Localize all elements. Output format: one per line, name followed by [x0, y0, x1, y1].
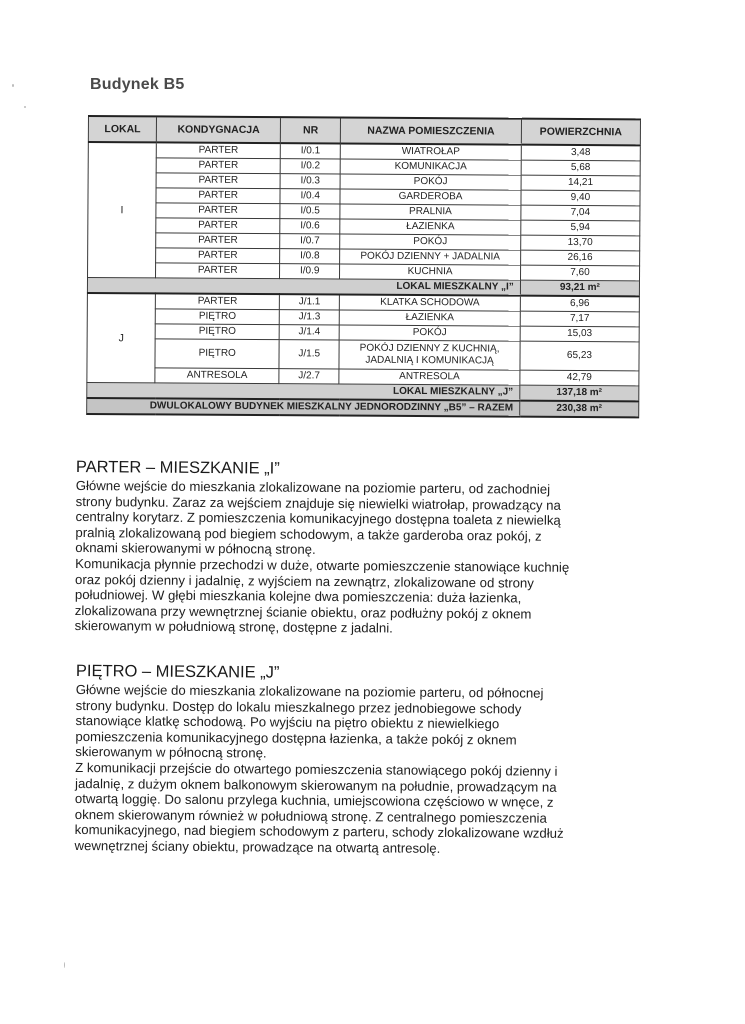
scan-speck [24, 106, 26, 108]
kondygnacja-cell: PARTER [156, 188, 280, 204]
nazwa-cell: POKÓJ [339, 325, 520, 341]
header-kondygnacja: KONDYGNACJA [157, 116, 281, 143]
section-paragraph: Główne wejście do mieszkania zlokalizowane na poziomie parteru, od północnej strony budynku. Dostęp do lokalu mieszkalnego przez jednobiegowe schody stanowiące klatkę schodową. Po wyjściu na piętro obiektu z niewielkiego pomieszczenia komunikacyjnego dostępna łazienka, a także pokój z oknem skierowanym w północną stronę. [75, 681, 544, 761]
kondygnacja-cell: PARTER [156, 203, 280, 219]
room-area-table [86, 115, 641, 418]
powierzchnia-cell: 15,03 [520, 326, 639, 342]
nr-cell: J/1.4 [279, 325, 339, 340]
nazwa-cell: KOMUNIKACJA [340, 159, 521, 175]
lokal-cell: J [87, 293, 156, 383]
kondygnacja-cell: PARTER [156, 263, 280, 279]
header-powierzchnia: POWIERZCHNIA [521, 119, 640, 146]
powierzchnia-cell: 5,94 [521, 220, 640, 236]
kondygnacja-cell: PARTER [156, 233, 280, 249]
powierzchnia-cell: 65,23 [520, 341, 639, 371]
kondygnacja-cell: PIĘTRO [155, 339, 279, 369]
nr-cell: J/1.1 [279, 294, 339, 310]
kondygnacja-cell: PARTER [156, 218, 280, 234]
nazwa-cell: POKÓJ DZIENNY Z KUCHNIĄ, JADALNIĄ I KOMUNIKACJĄ [339, 340, 520, 370]
kondygnacja-cell: PARTER [156, 293, 280, 309]
powierzchnia-cell: 7,60 [520, 265, 639, 281]
kondygnacja-cell: PIĘTRO [155, 309, 279, 325]
nazwa-cell: POKÓJ [340, 234, 521, 250]
header-nazwa: NAZWA POMIESZCZENIA [341, 118, 522, 145]
nr-cell: J/2.7 [279, 369, 339, 384]
nr-cell: I/0.8 [280, 249, 340, 264]
nazwa-cell: POKÓJ [340, 174, 521, 190]
nazwa-cell: ŁAZIENKA [340, 219, 521, 235]
nr-cell: I/0.4 [280, 189, 340, 204]
header-lokal: LOKAL [88, 116, 156, 142]
nr-cell: I/0.2 [280, 159, 340, 174]
powierzchnia-cell: 13,70 [521, 235, 640, 251]
powierzchnia-cell: 7,17 [520, 311, 639, 327]
lokal-cell: I [88, 142, 157, 278]
kondygnacja-cell: PARTER [156, 173, 280, 189]
nazwa-cell: ANTRESOLA [339, 369, 520, 385]
nr-cell: I/0.5 [280, 204, 340, 219]
nr-cell: I/0.3 [280, 174, 340, 189]
section-heading: PARTER – MIESZKANIE „I” [75, 458, 280, 478]
table-row [87, 338, 639, 370]
nr-cell: I/0.9 [280, 264, 340, 279]
total-label: DWULOKALOWY BUDYNEK MIESZKALNY JEDNORODZINNY „B5” – RAZEM [87, 398, 520, 417]
powierzchnia-cell: 26,16 [520, 250, 639, 266]
nr-cell: J/1.3 [279, 310, 339, 325]
powierzchnia-cell: 5,68 [521, 160, 640, 176]
section-heading: PIĘTRO – MIESZKANIE „J” [75, 662, 280, 682]
section-paragraph: Z komunikacji przejście do otwartego pomieszczenia stanowiącego pokój dzienny i jadalnię, z dużym oknem balkonowym skierowanym na południe, prowadzącym na otwartą loggię. Do salonu przylega kuchnia, umiejscowiona częściowo w wnęce, z oknem skierowanym również w południową stronę. Z centralnego pomieszczenia komunikacyjnego, nad biegiem schodowym z parteru, schody zlokalizowane wzdłuż wewnętrznej ściany obiektu, prowadzące na otwartą antresolę. [74, 759, 564, 856]
section-parter [75, 458, 656, 638]
kondygnacja-cell: PARTER [156, 158, 280, 174]
nr-cell: I/0.6 [280, 219, 340, 234]
subtotal-label: LOKAL MIESZKALNY „J” [87, 382, 520, 400]
nazwa-cell: PRALNIA [340, 204, 521, 220]
powierzchnia-cell: 14,21 [521, 175, 640, 191]
nazwa-cell: KUCHNIA [340, 264, 521, 280]
powierzchnia-cell: 6,96 [520, 296, 639, 312]
nr-cell: J/1.5 [279, 340, 339, 369]
scan-speck [12, 84, 14, 87]
total-value: 230,38 m² [520, 401, 639, 418]
total-row [87, 398, 639, 417]
kondygnacja-cell: ANTRESOLA [155, 368, 279, 384]
nazwa-cell: KLATKA SCHODOWA [340, 295, 521, 312]
section-paragraph: Główne wejście do mieszkania zlokalizowane na poziomie parteru, od zachodniej strony budynku. Zaraz za wejściem znajduje się niewielki wiatrołap, prowadzący na centralny korytarz. Z pomieszczenia komunikacyjnego dostępna toaleta z niewielką pralnią zlokalizowaną pod biegiem schodowym, a także garderoba oraz pokój, z oknami skierowanymi w północną stronę. [75, 477, 561, 558]
nazwa-cell: WIATROŁAP [340, 144, 521, 161]
kondygnacja-cell: PARTER [156, 142, 280, 158]
powierzchnia-cell: 3,48 [521, 145, 640, 161]
nazwa-cell: POKÓJ DZIENNY + JADALNIA [340, 249, 521, 265]
section-pietro [74, 662, 655, 858]
subtotal-label: LOKAL MIESZKALNY „I” [87, 278, 520, 296]
kondygnacja-cell: PIĘTRO [155, 324, 279, 340]
nr-cell: I/0.1 [280, 143, 340, 159]
nazwa-cell: ŁAZIENKA [339, 310, 520, 326]
table-header-row [88, 116, 640, 145]
document-title: Budynek B5 [90, 76, 185, 93]
powierzchnia-cell: 42,79 [520, 370, 639, 386]
kondygnacja-cell: PARTER [156, 248, 280, 264]
subtotal-value: 137,18 m² [520, 385, 639, 401]
header-nr: NR [281, 117, 341, 143]
nr-cell: I/0.7 [280, 234, 340, 249]
scan-speck [64, 962, 65, 968]
nazwa-cell: GARDEROBA [340, 189, 521, 205]
section-paragraph: Komunikacja płynnie przechodzi w duże, otwarte pomieszczenie stanowiące kuchnię oraz pokój dzienny i jadalnię, z wyjściem na zewnątrz, zlokalizowane od strony południowej. W głębi mieszkania kolejne dwa pomieszczenia: duża łazienka, zlokalizowana przy wewnętrznej ścianie obiektu, oraz podłużny pokój z oknem skierowanym w południową stronę, dostępne z jadalni. [74, 555, 570, 636]
powierzchnia-cell: 9,40 [521, 190, 640, 206]
subtotal-value: 93,21 m² [520, 280, 639, 296]
powierzchnia-cell: 7,04 [521, 205, 640, 221]
